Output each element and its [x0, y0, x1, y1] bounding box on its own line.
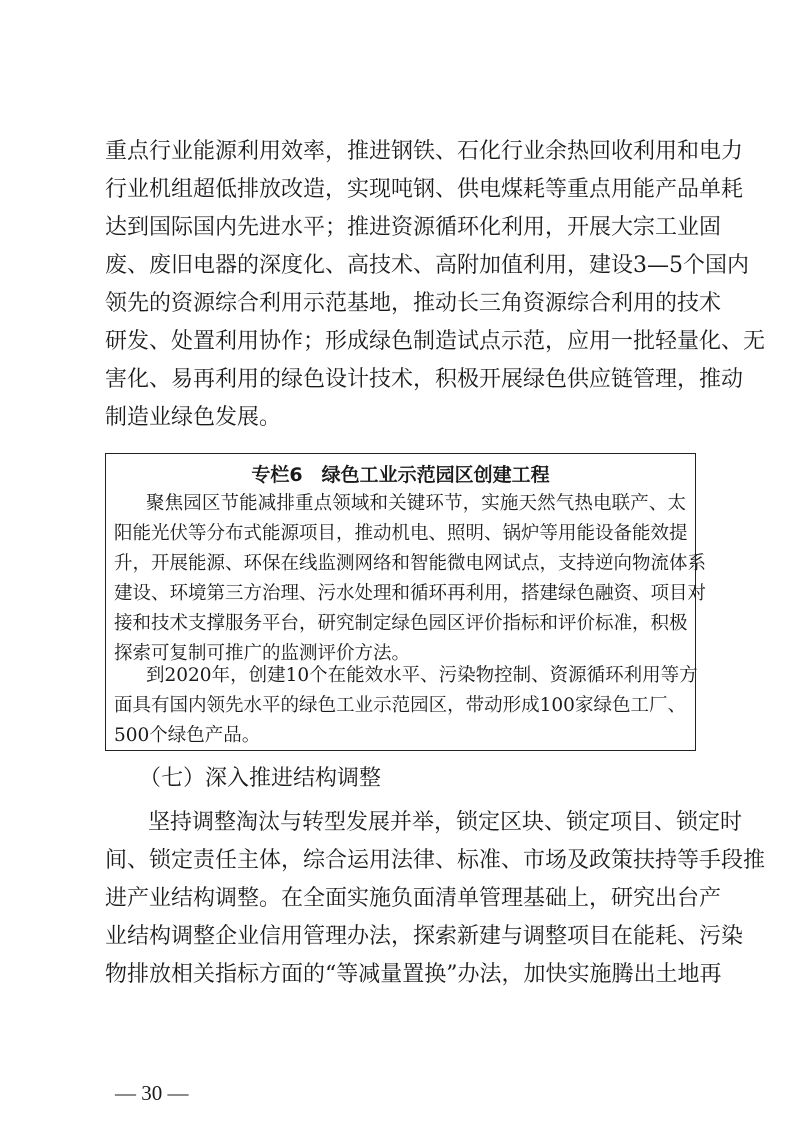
box-line: 建设、环境第三方治理、污水处理和循环再利用，搭建绿色融资、项目对 [114, 583, 707, 604]
box-line: 阳能光伏等分布式能源项目，推动机电、照明、锅炉等用能设备能效提 [114, 523, 688, 544]
feature-box [105, 453, 707, 751]
paragraph-line: 间、锁定责任主体，综合运用法律、标准、市场及政策扶持等手段推 [105, 848, 766, 873]
paragraph-line: 废、废旧电器的深度化、高技术、高附加值利用，建设3—5个国内 [105, 253, 749, 278]
paragraph-line: 领先的资源综合利用示范基地，推动长三角资源综合利用的技术 [105, 291, 722, 316]
paragraph-line: 达到国际国内先进水平；推进资源循环化利用，开展大宗工业固 [105, 215, 722, 240]
page-number: — 30 — [115, 1081, 189, 1105]
box-line: 探索可复制可推广的监测评价方法。 [114, 643, 411, 664]
section-heading: （七）深入推进结构调整 [139, 766, 382, 791]
paragraph-line: 制造业绿色发展。 [105, 405, 282, 430]
paragraph-line: 坚持调整淘汰与转型发展并举，锁定区块、锁定项目、锁定时 [148, 810, 743, 835]
box-title: 专栏6 绿色工业示范园区创建工程 [251, 464, 550, 486]
paragraph-line: 害化、易再利用的绿色设计技术，积极开展绿色供应链管理，推动 [105, 367, 744, 392]
paragraph-line: 进产业结构调整。在全面实施负面清单管理基础上，研究出台产 [105, 886, 722, 911]
box-line: 接和技术支撑服务平台，研究制定绿色园区评价指标和评价标准，积极 [114, 613, 688, 634]
paragraph-line: 物排放相关指标方面的“等减量置换”办法，加快实施腾出土地再 [105, 962, 722, 987]
box-line: 面具有国内领先水平的绿色工业示范园区，带动形成100家绿色工厂、 [114, 695, 686, 716]
paragraph-line: 行业机组超低排放改造，实现吨钢、供电煤耗等重点用能产品单耗 [105, 177, 744, 202]
paragraph-line: 重点行业能源利用效率，推进钢铁、石化行业余热回收利用和电力 [105, 139, 744, 164]
box-line: 聚焦园区节能减排重点领域和关键环节，实施天然气热电联产、太 [146, 493, 686, 514]
paragraph-line: 研发、处置利用协作；形成绿色制造试点示范，应用一批轻量化、无 [105, 329, 766, 354]
box-line: 到2020年，创建10个在能效水平、污染物控制、资源循环利用等方 [146, 665, 698, 686]
paragraph-line: 业结构调整企业信用管理办法，探索新建与调整项目在能耗、污染 [105, 924, 744, 949]
box-line: 升，开展能源、环保在线监测网络和智能微电网试点，支持逆向物流体系 [114, 553, 707, 574]
box-line: 500个绿色产品。 [114, 725, 261, 746]
